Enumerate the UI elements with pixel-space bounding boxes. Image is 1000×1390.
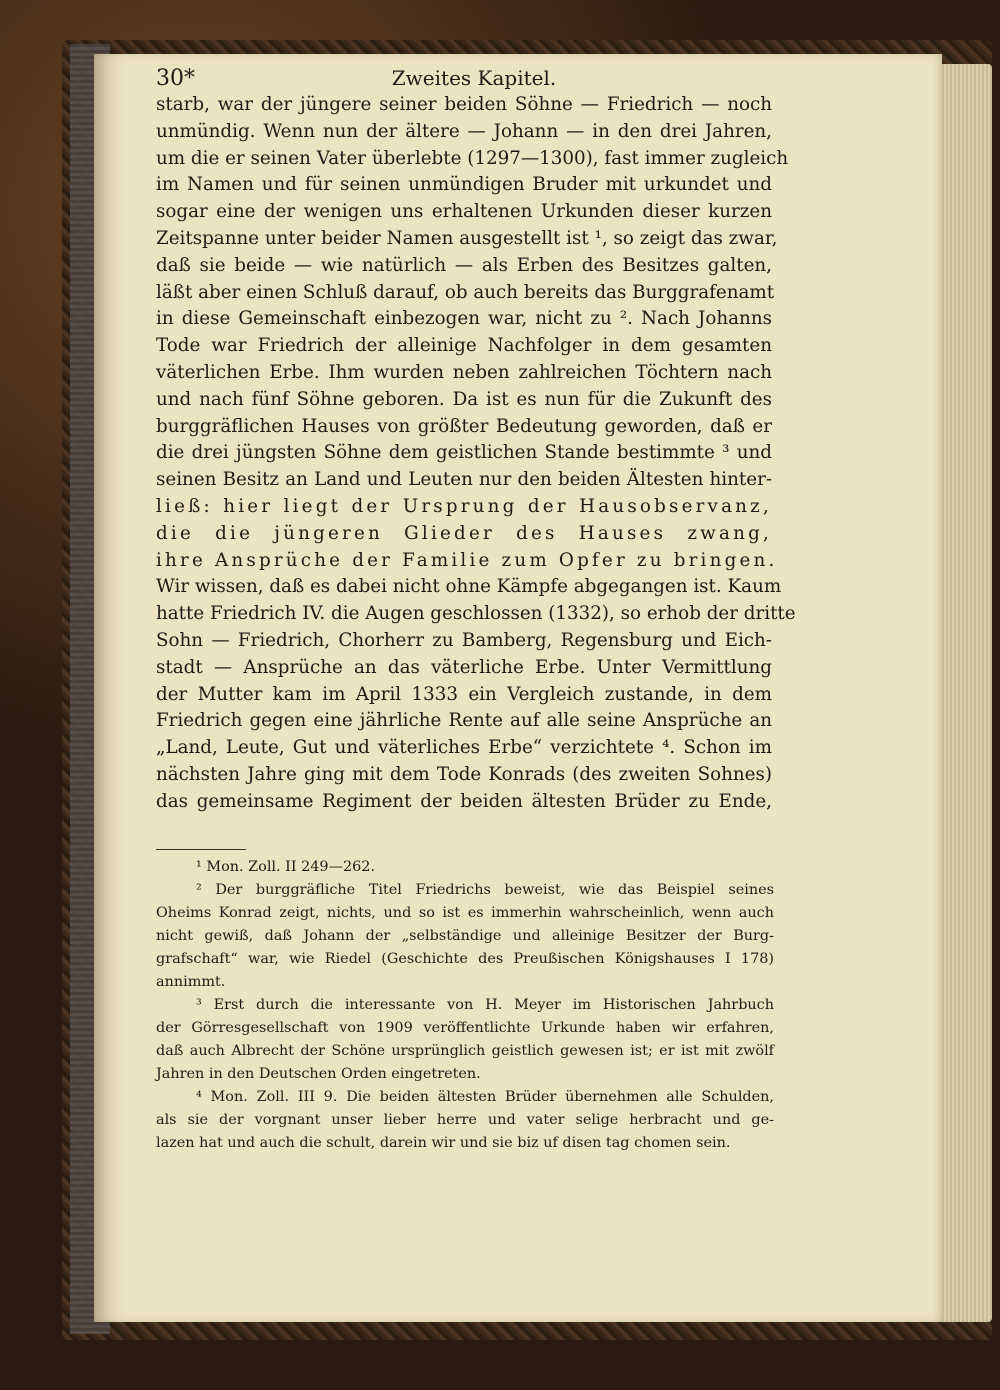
body-text bbox=[156, 92, 796, 816]
footnote-line: annimmt. bbox=[156, 974, 226, 990]
chapter-title: Zweites Kapitel. bbox=[391, 66, 557, 90]
body-line: hatte Friedrich IV. die Augen geschlossen (1332), so erhob der dritte bbox=[156, 603, 796, 625]
body-line: Sohn — Friedrich, Chorherr zu Bamberg, Regensburg und Eich- bbox=[156, 629, 772, 651]
body-line: Zeitspanne unter beider Namen ausgestellt ist ¹, so zeigt das zwar, bbox=[156, 227, 778, 249]
body-line: „Land, Leute, Gut und väterliches Erbe“ verzichtete ⁴. Schon im bbox=[156, 737, 772, 759]
footnote-line: daß auch Albrecht der Schöne ursprünglich geistlich gewesen ist; er ist mit zwölf bbox=[156, 1043, 774, 1059]
body-line: Tode war Friedrich der alleinige Nachfolger in dem gesamten bbox=[156, 335, 772, 357]
body-line: sogar eine der wenigen uns erhaltenen Urkunden dieser kurzen bbox=[156, 201, 772, 223]
body-line: der Mutter kam im April 1333 ein Vergleich zustande, in dem bbox=[156, 683, 772, 705]
footnote-line: lazen hat und auch die schult, darein wir und sie biz uf disen tag chomen sein. bbox=[156, 1135, 731, 1151]
footnote-line: grafschaft“ war, wie Riedel (Geschichte des Preußischen Königshauses I 178) bbox=[156, 951, 774, 967]
body-line: seinen Besitz an Land und Leuten nur den beiden Ältesten hinter- bbox=[156, 469, 772, 491]
body-line: daß sie beide — wie natürlich — als Erben des Besitzes galten, bbox=[156, 254, 772, 276]
body-line: läßt aber einen Schluß darauf, ob auch bereits das Burggrafenamt bbox=[156, 281, 775, 303]
body-line: väterlichen Erbe. Ihm wurden neben zahlreichen Töchtern nach bbox=[156, 361, 772, 383]
footnote-separator bbox=[156, 849, 246, 850]
body-line: die drei jüngsten Söhne dem geistlichen Stande bestimmte ³ und bbox=[156, 442, 772, 464]
footnote-line: nicht gewiß, daß Johann der „selbständige und alleinige Besitzer der Burg- bbox=[156, 928, 774, 944]
body-line: das gemeinsame Regiment der beiden ältesten Brüder zu Ende, bbox=[156, 790, 772, 812]
body-line: nächsten Jahre ging mit dem Tode Konrads (des zweiten Sohnes) bbox=[156, 763, 772, 785]
body-line-emphasis: ihre Ansprüche der Familie zum Opfer zu bringen. bbox=[156, 549, 778, 571]
body-line: Wir wissen, daß es dabei nicht ohne Kämpfe abgegangen ist. Kaum bbox=[156, 576, 782, 598]
footnote-line: Oheims Konrad zeigt, nichts, und so ist es immerhin wahrscheinlich, wenn auch bbox=[156, 905, 774, 921]
footnote-line: als sie der vorgnant unser lieber herre und vater selige herbracht und ge- bbox=[156, 1112, 774, 1128]
footnote-line: der Görresgesellschaft von 1909 veröffentlichte Urkunde haben wir erfahren, bbox=[156, 1020, 774, 1036]
body-line-emphasis: ließ: hier liegt der Ursprung der Hausobservanz, bbox=[156, 495, 772, 517]
body-line-emphasis: die die jüngeren Glieder des Hauses zwang, bbox=[156, 522, 772, 544]
body-line: unmündig. Wenn nun der ältere — Johann — in den drei Jahren, bbox=[156, 120, 772, 142]
footnote-2: ² Der burggräfliche Titel Friedrichs beweist, wie das Beispiel seines bbox=[196, 882, 774, 898]
body-line: starb, war der jüngere seiner beiden Söhne — Friedrich — noch bbox=[156, 94, 772, 115]
footnote-1: ¹ Mon. Zoll. II 249—262. bbox=[196, 859, 376, 875]
page-edges bbox=[936, 64, 992, 1322]
body-line: im Namen und für seinen unmündigen Bruder mit urkundet und bbox=[156, 174, 772, 196]
body-line: burggräflichen Hauses von größter Bedeutung geworden, daß er bbox=[156, 415, 772, 437]
footnotes bbox=[156, 856, 774, 1155]
body-line: in diese Gemeinschaft einbezogen war, nicht zu ². Nach Johanns bbox=[156, 308, 772, 330]
body-line: Friedrich gegen eine jährliche Rente auf alle seine Ansprüche an bbox=[156, 710, 772, 732]
body-line: um die er seinen Vater überlebte (1297—1300), fast immer zugleich bbox=[156, 147, 789, 169]
body-line: stadt — Ansprüche an das väterliche Erbe. Unter Vermittlung bbox=[156, 656, 772, 678]
body-line: und nach fünf Söhne geboren. Da ist es nun für die Zukunft des bbox=[156, 388, 772, 410]
footnote-line: Jahren in den Deutschen Orden eingetreten. bbox=[156, 1066, 481, 1082]
footnote-3: ³ Erst durch die interessante von H. Meyer im Historischen Jahrbuch bbox=[196, 997, 774, 1013]
page-number: 30* bbox=[156, 66, 195, 91]
footnote-4: ⁴ Mon. Zoll. III 9. Die beiden ältesten Brüder übernehmen alle Schulden, bbox=[196, 1089, 774, 1105]
